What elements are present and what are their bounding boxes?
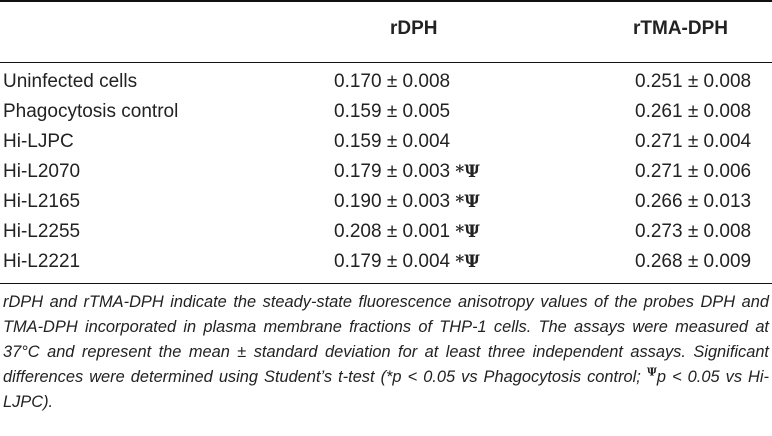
- rdph-value: 0.179 ± 0.003 *Ψ: [334, 161, 480, 182]
- rtma-dph-value: 0.271 ± 0.004: [635, 131, 752, 152]
- table-row: [0, 217, 772, 247]
- table-row: [0, 127, 772, 157]
- rdph-value: 0.190 ± 0.003 *Ψ: [334, 191, 480, 212]
- rdph-value: 0.170 ± 0.008: [334, 71, 451, 92]
- row-label: Hi-LJPC: [3, 131, 74, 152]
- row-label: Hi-L2255: [3, 221, 81, 242]
- footnote-text-start: rDPH and rTMA-DPH indicate the steady-state fluorescence anisotropy values of the probes DPH and TMA-DPH incorporated in plasma membrane fractions of THP-1 cells. The assays were measured at 37°C and represent the mean ± standard deviation for at least three independent assays. Significant differences were determined using Student’s t-test (*p < 0.05 vs Phagocytosis control;: [3, 293, 769, 386]
- table-row: [0, 97, 772, 127]
- column-header-rtma-dph: rTMA-DPH: [633, 18, 728, 39]
- table-row: [0, 157, 772, 187]
- row-label: Phagocytosis control: [3, 101, 179, 122]
- significance-mark: *Ψ: [455, 192, 480, 212]
- rtma-dph-value: 0.266 ± 0.013: [635, 191, 752, 212]
- footnote-text-end: p < 0.05 vs Hi-LJPC).: [3, 368, 769, 411]
- table-footnote: [3, 290, 769, 415]
- header-rule: [0, 62, 772, 63]
- psi-superscript: Ψ: [646, 365, 657, 379]
- rtma-dph-value: 0.268 ± 0.009: [635, 251, 752, 272]
- rdph-value: 0.159 ± 0.004: [334, 131, 451, 152]
- top-rule: [0, 0, 772, 2]
- column-header-rdph: rDPH: [390, 18, 438, 39]
- rtma-dph-value: 0.271 ± 0.006: [635, 161, 752, 182]
- table-body: [0, 67, 772, 277]
- rtma-dph-value: 0.261 ± 0.008: [635, 101, 752, 122]
- row-label: Hi-L2165: [3, 191, 81, 212]
- bottom-rule: [0, 283, 772, 284]
- significance-mark: *Ψ: [455, 162, 480, 182]
- table-row: [0, 247, 772, 277]
- significance-mark: *Ψ: [455, 222, 480, 242]
- row-label: Hi-L2070: [3, 161, 81, 182]
- rdph-value: 0.159 ± 0.005: [334, 101, 451, 122]
- row-label: Uninfected cells: [3, 71, 138, 92]
- significance-mark: *Ψ: [455, 252, 480, 272]
- row-label: Hi-L2221: [3, 251, 81, 272]
- table-row: [0, 187, 772, 217]
- table-row: [0, 67, 772, 97]
- rtma-dph-value: 0.251 ± 0.008: [635, 71, 752, 92]
- rdph-value: 0.208 ± 0.001 *Ψ: [334, 221, 480, 242]
- rdph-value: 0.179 ± 0.004 *Ψ: [334, 251, 480, 272]
- rtma-dph-value: 0.273 ± 0.008: [635, 221, 752, 242]
